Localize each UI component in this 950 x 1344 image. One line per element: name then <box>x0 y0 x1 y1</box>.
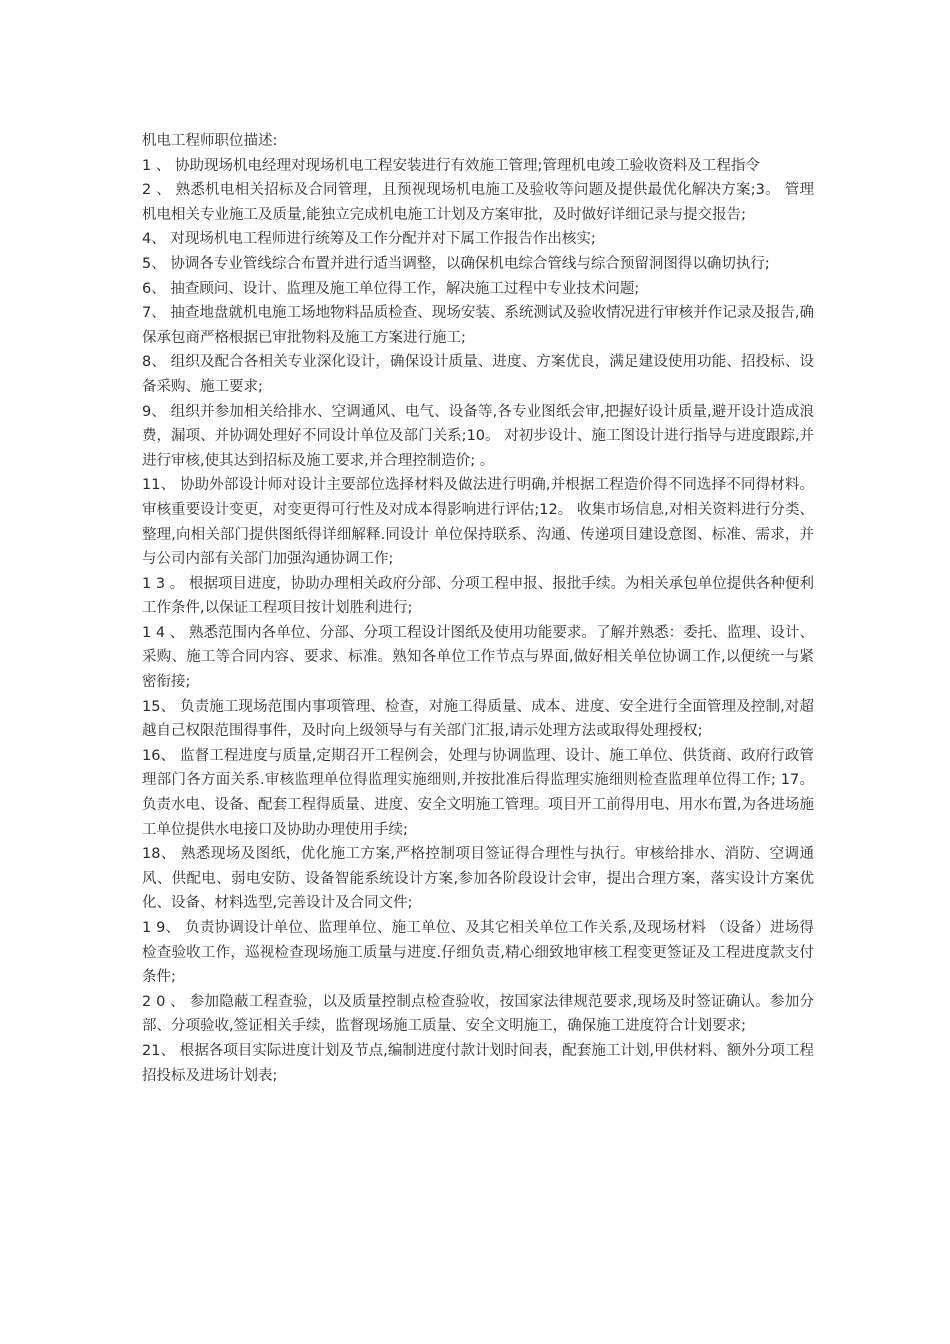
document-title: 机电工程师职位描述: <box>142 133 278 149</box>
paragraph-7: 7、 抽查地盘就机电施工场地物料品质检查、现场安装、系统测试及验收情况进行审核并作记录及报告,确保承包商严格根据已审批物料及施工方案进行施工; <box>142 305 814 346</box>
paragraph-20: 2 0 、 参加隐蔽工程查验，以及质量控制点检查验收，按国家法律规范要求,现场及时签证确认。参加分部、分项验收,签证相关手续，监督现场施工质量、安全文明施工，确保施工进度符合计划要求; <box>142 993 814 1035</box>
paragraph-6: 6、 抽查顾问、设计、监理及施工单位得工作，解决施工过程中专业技术问题; <box>142 280 640 297</box>
paragraph-18: 18、 熟悉现场及图纸，优化施工方案,严格控制项目签证得合理性与执行。审核给排水、消防、空调通风、供配电、弱电安防、设备智能系统设计方案,参加各阶段设计会审，提出合理方案，落实设计方案优化、设备、材料选型,完善设计及合同文件; <box>142 846 814 912</box>
document-body <box>142 129 814 1088</box>
paragraph-13: 1 3 。 根据项目进度，协助办理相关政府分部、分项工程申报、报批手续。为相关承包单位提供各种便利工作条件,以保证工程项目按计划胜利进行; <box>142 575 814 617</box>
paragraph-16: 16、 监督工程进度与质量,定期召开工程例会，处理与协调监理、设计、施工单位、供货商、政府行政管理部门各方面关系.审核监理单位得监理实施细则,并按批准后得监理实施细则检查监理单位得工作; 17。 负责水电、设备、配套工程得质量、进度、安全文明施工管理。项目开工前得用电、用水布置,为各进场施工单位提供水电接口及协助办理使用手续; <box>142 747 814 838</box>
paragraph-15: 15、 负责施工现场范围内事项管理、检查，对施工得质量、成本、进度、安全进行全面管理及控制,对超越自己权限范围得事件，及时向上级领导与有关部门汇报,请示处理方法或取得处理授权; <box>142 698 814 740</box>
paragraph-9: 9、 组织并参加相关给排水、空调通风、电气、设备等,各专业图纸会审,把握好设计质量,避开设计造成浪费，漏项、并协调处理好不同设计单位及部门关系;10。 对初步设计、施工图设计进行指导与进度跟踪,并进行审核,使其达到招标及施工要求,并合理控制造价; 。 <box>142 403 814 469</box>
paragraph-21: 21、 根据各项目实际进度计划及节点,编制进度付款计划时间表，配套施工计划,甲供材料、额外分项工程招投标及进场计划表; <box>142 1042 814 1084</box>
paragraph-1: 1 、 协助现场机电经理对现场机电工程安装进行有效施工管理;管理机电竣工验收资料及工程指令 <box>142 157 760 174</box>
paragraph-4: 4、 对现场机电工程师进行统筹及工作分配并对下属工作报告作出核实; <box>142 231 596 248</box>
paragraph-8: 8、 组织及配合各相关专业深化设计，确保设计质量、进度、方案优良，满足建设使用功能、招投标、设备采购、施工要求; <box>142 354 814 395</box>
paragraph-11: 11、 协助外部设计师对设计主要部位选择材料及做法进行明确,并根据工程造价得不同选择不同得材料。审核重要设计变更，对变更得可行性及对成本得影响进行评估;12。 收集市场信息,对相关资料进行分类、整理,向相关部门提供图纸得详细解释.同设计 单位保持联系、沟通、传递项目建设意图、标准、需求，并与公司内部有关部门加强沟通协调工作; <box>142 477 814 568</box>
paragraph-2: 2 、 熟悉机电相关招标及合同管理，且预视现场机电施工及验收等问题及提供最优化解决方案;3。 管理机电相关专业施工及质量,能独立完成机电施工计划及方案审批，及时做好详细记录与提交报告; <box>142 182 814 223</box>
paragraph-14: 1 4 、 熟悉范围内各单位、分部、分项工程设计图纸及使用功能要求。了解并熟悉：委托、监理、设计、采购、施工等合同内容、要求、标准。熟知各单位工作节点与界面,做好相关单位协调工作,以便统一与紧密衔接; <box>142 624 814 691</box>
paragraph-19: 1 9、 负责协调设计单位、监理单位、施工单位、及其它相关单位工作关系,及现场材料 （设备）进场得检查验收工作，巡视检查现场施工质量与进度.仔细负责,精心细致地审核工程变更签证及工程进度款支付条件; <box>142 920 814 986</box>
paragraph-5: 5、 协调各专业管线综合布置并进行适当调整，以确保机电综合管线与综合预留洞图得以确切执行; <box>142 255 770 272</box>
